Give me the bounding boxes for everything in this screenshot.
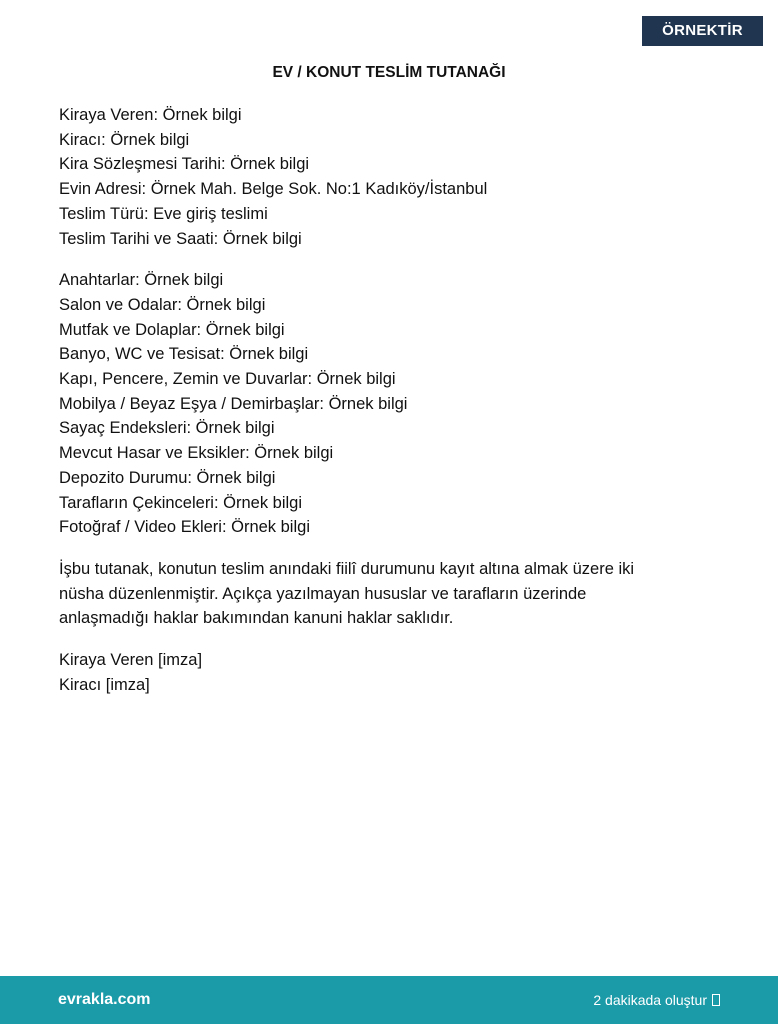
- field-line: Evin Adresi: Örnek Mah. Belge Sok. No:1 Kadıköy/İstanbul: [59, 180, 488, 199]
- field-line: Mutfak ve Dolaplar: Örnek bilgi: [59, 320, 285, 339]
- sample-badge: ÖRNEKTİR: [642, 16, 763, 46]
- field-line: Sayaç Endeksleri: Örnek bilgi: [59, 419, 275, 438]
- details-section: [59, 268, 719, 540]
- document-title: EV / KONUT TESLİM TUTANAĞI: [272, 64, 506, 81]
- statement-paragraph: [59, 557, 719, 631]
- footer-bar: [0, 976, 778, 1024]
- signature-line: Kiracı [imza]: [59, 675, 150, 694]
- field-line: Mevcut Hasar ve Eksikler: Örnek bilgi: [59, 444, 334, 463]
- signature-line: Kiraya Veren [imza]: [59, 651, 203, 670]
- brand-link[interactable]: evrakla.com: [58, 991, 151, 1008]
- field-line: Kiraya Veren: Örnek bilgi: [59, 106, 242, 124]
- statement-line: İşbu tutanak, konutun teslim anındaki fiilî durumunu kayıt altına almak üzere iki: [59, 559, 635, 578]
- statement-line: anlaşmadığı haklar bakımından kanuni haklar saklıdır.: [59, 609, 454, 628]
- create-cta-link[interactable]: [593, 976, 720, 1024]
- field-line: Kiracı: Örnek bilgi: [59, 130, 190, 149]
- field-line: Kapı, Pencere, Zemin ve Duvarlar: Örnek bilgi: [59, 370, 396, 389]
- field-line: Salon ve Odalar: Örnek bilgi: [59, 295, 266, 314]
- statement-line: nüsha düzenlenmiştir. Açıkça yazılmayan hususlar ve tarafların üzerinde: [59, 584, 587, 603]
- external-link-icon: [712, 994, 720, 1006]
- field-line: Fotoğraf / Video Ekleri: Örnek bilgi: [59, 518, 310, 537]
- field-line: Mobilya / Beyaz Eşya / Demirbaşlar: Örnek bilgi: [59, 394, 408, 413]
- field-line: Kira Sözleşmesi Tarihi: Örnek bilgi: [59, 155, 310, 174]
- field-line: Teslim Türü: Eve giriş teslimi: [59, 204, 268, 223]
- document-body: [59, 103, 719, 697]
- field-line: Anahtarlar: Örnek bilgi: [59, 271, 224, 290]
- field-line: Teslim Tarihi ve Saati: Örnek bilgi: [59, 229, 302, 248]
- field-line: Depozito Durumu: Örnek bilgi: [59, 468, 276, 487]
- field-line: Banyo, WC ve Tesisat: Örnek bilgi: [59, 345, 309, 364]
- field-line: Tarafların Çekinceleri: Örnek bilgi: [59, 493, 303, 512]
- parties-section: [59, 103, 719, 251]
- signatures-section: [59, 648, 719, 697]
- cta-label: 2 dakikada oluştur: [593, 992, 707, 1008]
